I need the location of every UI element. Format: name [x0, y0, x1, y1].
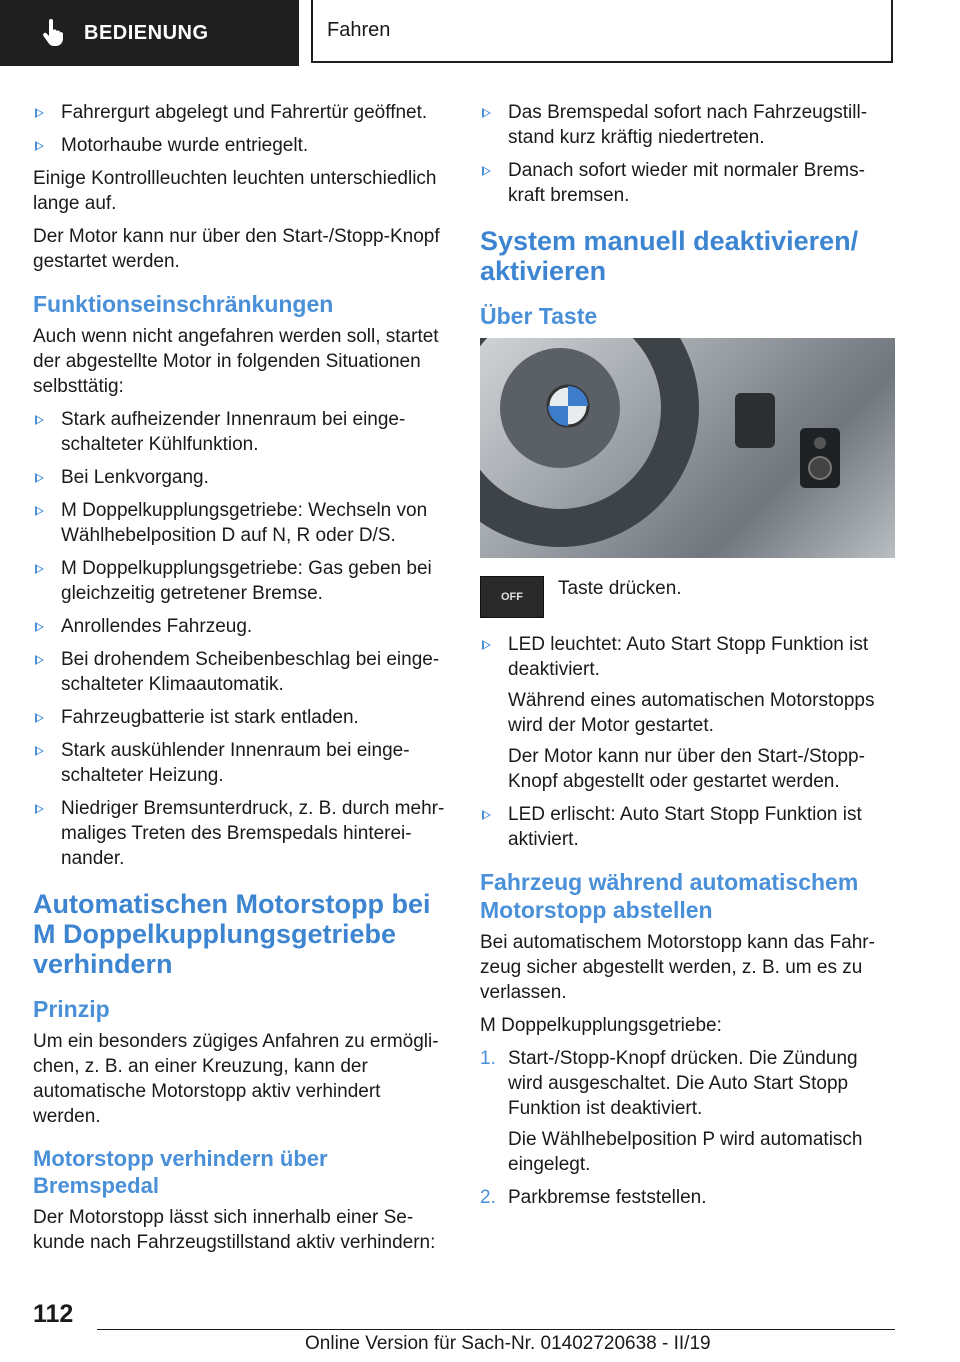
triangle-bullet-icon [482, 166, 491, 176]
triangle-bullet-icon [35, 108, 44, 118]
chapter-tab[interactable] [311, 0, 893, 63]
triangle-bullet-icon [35, 746, 44, 756]
triangle-bullet-icon [35, 655, 44, 665]
list-item: Stark aufheizender Innenraum bei eingeschalteter Kühlfunktion. [33, 407, 448, 457]
list-item: M Doppelkupplungsgetriebe: Wechseln von Wählhebelposition D auf N, R oder D/S. [33, 498, 448, 548]
pedal-bullet-list [480, 100, 895, 208]
triangle-bullet-icon [35, 804, 44, 814]
page-number: 112 [33, 1300, 74, 1328]
triangle-bullet-icon [482, 640, 491, 650]
list-item: Bei drohendem Scheibenbeschlag bei eingeschalteter Klimaautomatik. [33, 647, 448, 697]
list-item: LED leuchtet: Auto Start Stopp Funktion ist deaktiviert. Während eines automatischen Motorstopps wird der Motor gestartet. Der Motor kann nur über den Start-/Stopp-Knopf abgestellt oder gestartet werden. [480, 632, 895, 794]
online-version-text: Online Version für Sach-Nr. 01402720638 - II/19 [305, 1333, 711, 1354]
heading-prevent-stop: Automatischen Motorstopp bei M Doppelkupplungsgetriebe verhindern [33, 889, 431, 979]
heading-manual-toggle: System manuell deaktivieren/ aktivieren [480, 226, 859, 286]
section-tab[interactable] [0, 0, 299, 66]
list-item: Fahrergurt abgelegt und Fahrertür geöffnet. [33, 100, 448, 125]
triangle-bullet-icon [35, 415, 44, 425]
triangle-bullet-icon [482, 108, 491, 118]
steering-wheel-photo [480, 338, 895, 558]
list-item: Das Bremspedal sofort nach Fahrzeugstillstand kurz kräftig niedertreten. [480, 100, 895, 150]
paragraph: Auch wenn nicht angefahren werden soll, startet der abgestellte Motor in folgenden Situationen selbsttätig: [33, 326, 439, 397]
heading-limits: Funktionseinschränkungen [33, 291, 334, 317]
list-item: Anrollendes Fahrzeug. [33, 614, 448, 639]
triangle-bullet-icon [482, 810, 491, 820]
section-label: BEDIENUNG [84, 21, 209, 44]
paragraph: Einige Kontrollleuchten leuchten unterschiedlich lange auf. [33, 168, 437, 214]
page-header [0, 0, 960, 66]
footer-divider [97, 1329, 895, 1330]
right-column [480, 100, 895, 1218]
limits-bullet-list [33, 407, 448, 871]
steering-wheel-illustration [480, 338, 895, 558]
heading-brake-pedal: Motorstopp verhindern über Bremspedal [33, 1146, 328, 1198]
hand-pointer-icon [40, 19, 64, 47]
paragraph: M Doppelkupplungsgetriebe: [480, 1015, 722, 1036]
list-item: Bei Lenkvorgang. [33, 465, 448, 490]
chapter-label: Fahren [327, 19, 391, 41]
led-bullet-list [480, 632, 895, 852]
paragraph: Bei automatischem Motorstopp kann das Fahrzeug sicher abgestellt werden, z. B. um es zu verlassen. [480, 932, 875, 1003]
triangle-bullet-icon [35, 506, 44, 516]
paragraph: Um ein besonders zügiges Anfahren zu ermöglichen, z. B. an einer Kreuzung, kann der automatische Motorstopp aktiv verhindert werden. [33, 1031, 439, 1127]
heading-park-vehicle: Fahrzeug während automatischem Motorstopp abstellen [480, 869, 859, 923]
heading-via-button: Über Taste [480, 303, 598, 329]
steps-list [480, 1046, 895, 1210]
left-column [33, 100, 448, 1263]
list-item: 2. Parkbremse feststellen. [480, 1187, 707, 1208]
list-item: Niedriger Bremsunterdruck, z. B. durch mehrmaliges Treten des Bremspedals hintereinander. [33, 796, 448, 871]
key-instruction [480, 576, 895, 618]
auto-start-stop-off-key-icon: OFF [480, 576, 544, 618]
top-bullet-list [33, 100, 448, 158]
paragraph: Der Motor kann nur über den Start-/Stopp-Knopf gestartet werden. [33, 226, 440, 272]
list-item: 1. Start-/Stopp-Knopf drücken. Die Zündung wird ausgeschaltet. Die Auto Start Stopp Funktion ist deaktiviert. Die Wählhebelposition P wird automatisch eingelegt. [480, 1048, 863, 1175]
triangle-bullet-icon [35, 713, 44, 723]
triangle-bullet-icon [35, 473, 44, 483]
paragraph: Der Motorstopp lässt sich innerhalb einer Sekunde nach Fahrzeugstillstand aktiv verhindern: [33, 1207, 436, 1253]
triangle-bullet-icon [35, 622, 44, 632]
heading-principle: Prinzip [33, 996, 110, 1022]
list-item: Motorhaube wurde entriegelt. [33, 133, 448, 158]
list-item: M Doppelkupplungsgetriebe: Gas geben bei gleichzeitig getretener Bremse. [33, 556, 448, 606]
list-item: Fahrzeugbatterie ist stark entladen. [33, 705, 448, 730]
list-item: Stark auskühlender Innenraum bei eingeschalteter Heizung. [33, 738, 448, 788]
triangle-bullet-icon [35, 564, 44, 574]
triangle-bullet-icon [35, 141, 44, 151]
list-item: Danach sofort wieder mit normaler Bremskraft bremsen. [480, 158, 895, 208]
list-item: LED erlischt: Auto Start Stopp Funktion ist aktiviert. [480, 802, 895, 852]
key-caption: Taste drücken. [558, 578, 682, 599]
